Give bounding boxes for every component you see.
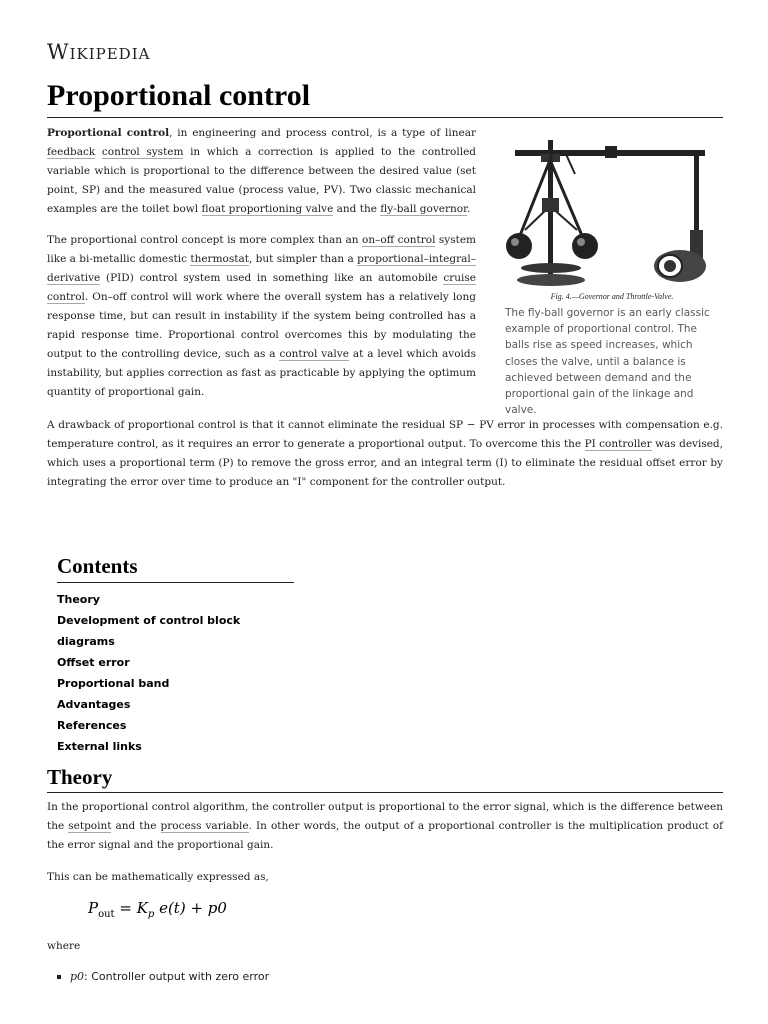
link-cruise-control[interactable]: cruise control (47, 272, 476, 303)
link-control-system[interactable]: control system (101, 146, 184, 158)
intro-paragraph-1 (47, 124, 476, 219)
figure-caption: The fly-ball governor is an early classic example of proportional control. The balls rise as speed increases, which closes the valve, until a balance is achieved between demand and the proportional gain of the linkage and valve. (505, 307, 710, 417)
formula-lhs: P (88, 899, 99, 917)
link-pi-controller[interactable]: PI controller (584, 438, 652, 450)
formula-k: K (136, 899, 148, 917)
text: at a level which avoids instability, but applies correction as fast as practicable by applying the optimum quantity of proportional gain. (47, 348, 476, 398)
link-feedback[interactable]: feedback (47, 146, 96, 158)
text: . (466, 203, 471, 215)
formula-k-sub: p (147, 909, 155, 920)
list-item (57, 967, 269, 986)
proportional-formula (88, 899, 227, 920)
variable-list (57, 967, 269, 986)
text: A drawback of proportional control is that it cannot eliminate the residual SP − PV error in processes with compensation e.g. temperature control, as it requires an error to generate a proportional output. To overcome this the (47, 419, 723, 450)
text: and the (111, 820, 161, 832)
formula-lhs-sub: out (98, 909, 115, 920)
text: In the proportional control algorithm, the controller output is proportional to the error signal, which is the difference between the (47, 801, 723, 832)
lead-term: Proportional control (47, 127, 170, 139)
toc-item-advantages[interactable]: Advantages (57, 698, 131, 711)
page-title: Proportional control (47, 78, 723, 118)
link-control-valve[interactable]: control valve (279, 348, 349, 360)
toc-title: Contents (57, 552, 294, 583)
toc-item-theory[interactable]: Theory (57, 593, 100, 606)
link-pid[interactable]: proportional–integral–derivative (47, 253, 476, 284)
intro-paragraph-3 (47, 416, 723, 492)
figure-plate-caption: Fig. 4.—Governor and Throttle-Valve. (550, 292, 674, 301)
formula-rhs: e(t) + p0 (154, 899, 227, 917)
toc-item-proportional-band[interactable]: Proportional band (57, 677, 170, 690)
text: (PID) control system used in something like an automobile (100, 272, 444, 284)
text: system like a bi-metallic domestic (47, 234, 477, 265)
text: , in engineering and process control, is a type of linear (169, 127, 476, 139)
theory-paragraph-1 (47, 798, 723, 855)
link-thermostat[interactable]: thermostat (190, 253, 249, 265)
intro-paragraph-2 (47, 231, 476, 402)
text: The proportional control concept is more complex than an (47, 234, 362, 246)
wikipedia-wordmark[interactable]: Wikipedia (47, 40, 151, 64)
text: was devised, which uses a proportional term (P) to remove the gross error, and an integral term (I) to eliminate the residual offset error by integrating the error over time to produce an "I" component for the controller output. (47, 438, 723, 488)
theory-where: where (47, 940, 81, 952)
theory-paragraph-2: This can be mathematically expressed as, (47, 871, 269, 883)
text: . In other words, the output of a proportional controller is the multiplication product of the error signal and the proportional gain. (47, 820, 724, 851)
toc-item-external-links[interactable]: External links (57, 740, 142, 753)
link-setpoint[interactable]: setpoint (68, 820, 112, 832)
text: and the (333, 203, 381, 215)
section-heading-theory: Theory (47, 764, 723, 793)
variable-description: : Controller output with zero error (84, 970, 270, 983)
link-float-valve[interactable]: float proportioning valve (201, 203, 334, 215)
toc-item-block-diagrams[interactable]: Development of control block diagrams (57, 614, 241, 648)
text: , but simpler than a (248, 253, 358, 265)
link-flyball-governor[interactable]: fly-ball governor (380, 203, 467, 215)
formula-equals: = (114, 899, 137, 917)
flyball-governor-figure[interactable] (505, 134, 719, 301)
table-of-contents (57, 552, 294, 757)
text: . On–off control will work where the overall system has a relatively long response time, but can result in instability if the system being controlled has a rapid response time. Proportional control overcomes this by modulating the output to the controlling device, such as a (47, 291, 476, 360)
link-process-variable[interactable]: process variable (160, 820, 249, 832)
toc-item-references[interactable]: References (57, 719, 127, 732)
text: in which a correction is applied to the controlled variable which is proportional to the difference between the desired value (set point, SP) and the measured value (process value, PV). Two classic mechanical examples are the toilet bowl (47, 146, 477, 215)
flyball-governor-illustration (505, 134, 719, 294)
link-onoff-control[interactable]: on–off control (362, 234, 436, 246)
variable-symbol: p0 (70, 970, 85, 983)
text (95, 146, 102, 158)
toc-list (57, 589, 294, 757)
toc-item-offset-error[interactable]: Offset error (57, 656, 130, 669)
